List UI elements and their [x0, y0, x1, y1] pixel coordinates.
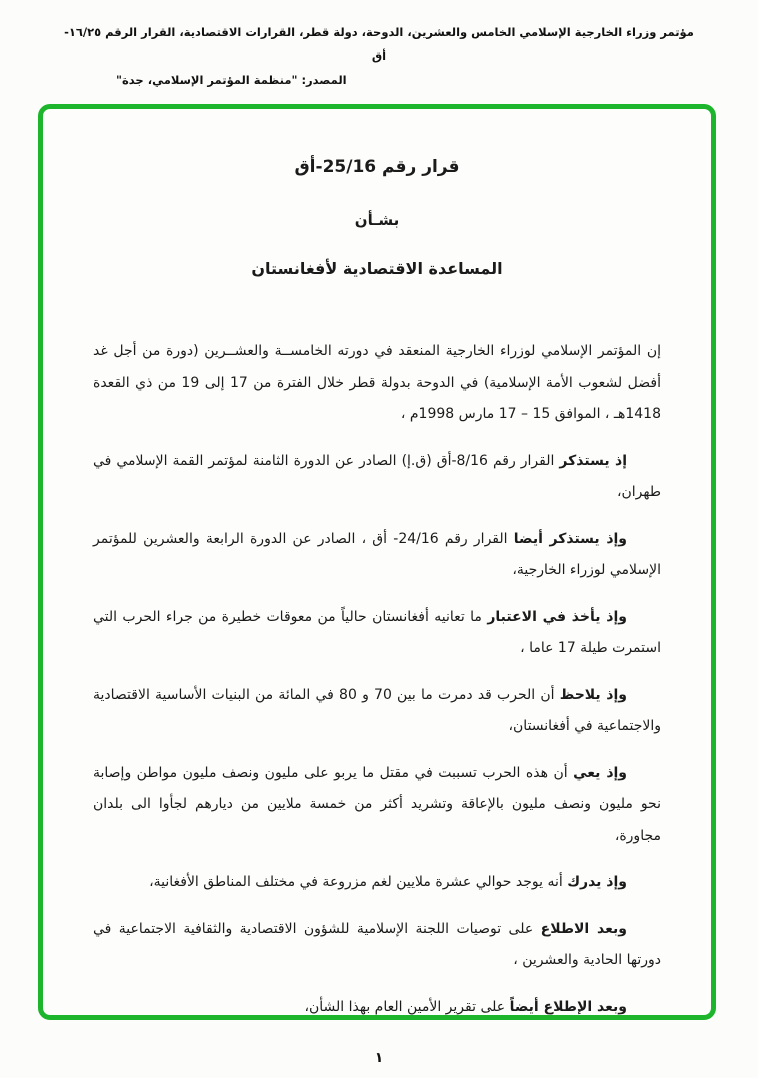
paragraph-text: أن الحرب قد دمرت ما بين 70 و 80 في المائة من البنيات الأساسية الاقتصادية والاجتماعية في أفغانستان،: [93, 686, 661, 734]
paragraph-lead: وإذ يأخذ في الاعتبار: [487, 608, 627, 625]
paragraph-lead: وإذ يدرك: [567, 874, 627, 890]
paragraph-text: على توصيات اللجنة الإسلامية للشؤون الاقتصادية والثقافية الاجتماعية في دورتها الحادية والعشرين ،: [93, 920, 661, 968]
paragraph-text: القرار رقم 8/16-أق (ق.إ) الصادر عن الدورة الثامنة لمؤتمر القمة الإسلامي في طهران،: [93, 452, 661, 500]
paragraph-text: أن هذه الحرب تسببت في مقتل ما يربو على مليون ونصف مليون مواطن وإصابة نحو مليون ونصف مليون بالإعاقة وتشريد أكثر من خمسة ملايين من ديارهم لجأوا الى بلدان مجاورة،: [93, 764, 661, 844]
resolution-paragraph: [93, 992, 661, 1021]
resolution-paragraph: [93, 446, 661, 509]
paragraph-lead: وإذ يعي: [573, 764, 628, 781]
paragraph-lead: وإذ يلاحظ: [559, 686, 627, 703]
page-number: ١: [374, 1050, 384, 1066]
paragraph-lead: وبعد الاطلاع: [540, 920, 627, 937]
paragraph-text: ما تعانيه أفغانستان حالياً من معوقات خطيرة من جراء الحرب التي استمرت طيلة 17 عاما ،: [93, 608, 661, 656]
paragraph-lead: إذ يستذكر: [559, 452, 628, 469]
paragraph-text: القرار رقم 24/16- أق ، الصادر عن الدورة الرابعة والعشرين للمؤتمر الإسلامي لوزراء الخارجية،: [93, 530, 661, 578]
resolution-subject: المساعدة الاقتصادية لأفغانستان: [251, 259, 503, 278]
resolution-paragraph: [93, 758, 661, 853]
regarding-label: بشـأن: [354, 211, 400, 229]
resolution-paragraph: [93, 524, 661, 587]
resolution-paragraph: [93, 602, 661, 665]
source-line: المصدر: "منظمة المؤتمر الإسلامي، جدة": [116, 73, 347, 88]
resolution-body: [93, 336, 661, 1020]
paragraph-text: على تقرير الأمين العام بهذا الشأن،: [304, 998, 506, 1015]
paragraph-text: إن المؤتمر الإسلامي لوزراء الخارجية المنعقد في دورته الخامســة والعشــرين (دورة من أجل غد أفضل لشعوب الأمة الإسلامية) في الدوحة بدولة قطر خلال الفترة من 17 إلى 19 من ذي القعدة 1418هـ ، الموافق 15 – 17 مارس 1998م ،: [93, 343, 661, 422]
resolution-paragraph: [93, 336, 661, 431]
paragraph-lead: وبعد الإطلاع أيضاً: [509, 998, 627, 1015]
paragraph-lead: وإذ يستذكر أيضا: [513, 530, 628, 547]
resolution-paragraph: [93, 914, 661, 977]
document-frame: [38, 104, 716, 1020]
resolution-paragraph: [93, 680, 661, 743]
resolution-paragraph: [93, 867, 661, 899]
citation-line: مؤتمر وزراء الخارجية الإسلامي الخامس والعشرين، الدوحة، دولة قطر، القرارات الاقتصادية، القرار الرقم ١٦/٢٥-أق: [64, 25, 694, 64]
resolution-number-title: قرار رقم 25/16-أق: [294, 157, 460, 177]
citation-header: [0, 0, 758, 92]
paragraph-text: أنه يوجد حوالي عشرة ملايين لغم مزروعة في مختلف المناطق الأفغانية،: [149, 874, 563, 890]
